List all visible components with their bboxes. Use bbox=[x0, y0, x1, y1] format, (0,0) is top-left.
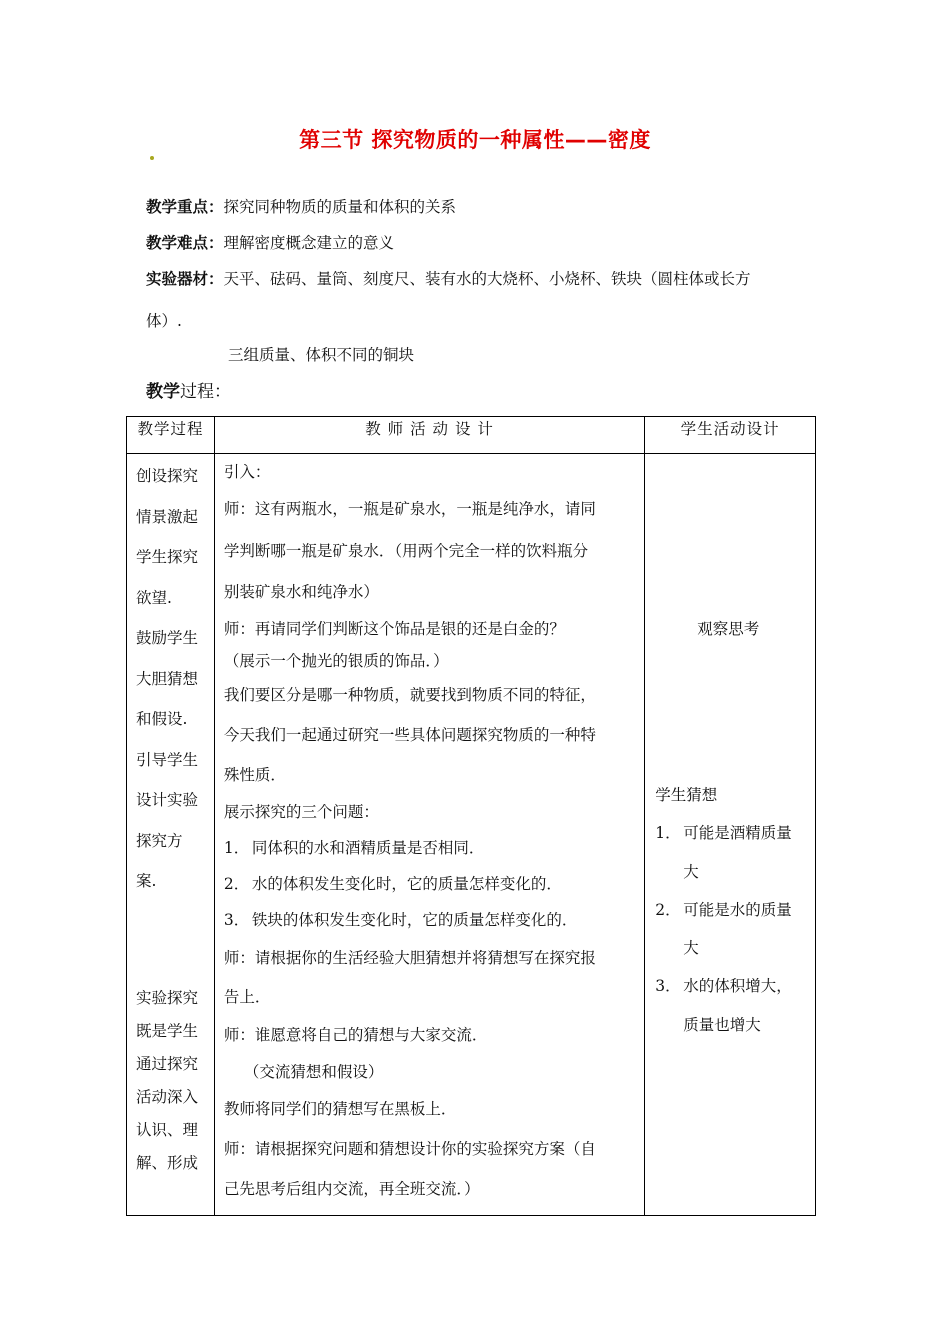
equipment-label: 实验器材： bbox=[146, 270, 224, 288]
teacher-text: 我们要区分是哪一种物质，就要找到物质不同的特征， bbox=[223, 686, 596, 704]
process-text: 和假设. bbox=[136, 710, 188, 728]
process-line bbox=[146, 382, 231, 402]
process-text: 学生探究 bbox=[136, 548, 199, 566]
guess-item-cont: 质量也增大 bbox=[683, 1015, 761, 1034]
stray-dot bbox=[150, 156, 154, 160]
process-text: 实验探究 bbox=[136, 988, 199, 1007]
teacher-text: 殊性质． bbox=[223, 766, 286, 785]
process-text: 引导学生 bbox=[136, 750, 199, 769]
teacher-text: 引入： bbox=[223, 463, 271, 481]
teacher-text: 教师将同学们的猜想写在黑板上． bbox=[223, 1099, 457, 1118]
process-text: 探究方 bbox=[136, 831, 183, 850]
difficulty-text: 理解密度概念建立的意义 bbox=[223, 234, 395, 252]
question-item: 2． 水的体积发生变化时，它的质量怎样变化的． bbox=[223, 874, 562, 893]
process-text: 案. bbox=[136, 872, 157, 890]
process-text: 通过探究 bbox=[136, 1054, 199, 1073]
teacher-text: 学判断哪一瓶是矿泉水．（用两个完全一样的饮料瓶分 bbox=[223, 542, 589, 560]
guess-item-cont: 大 bbox=[683, 862, 699, 881]
teacher-text: （展示一个抛光的银质的饰品．） bbox=[223, 652, 449, 670]
student-text: 观察思考 bbox=[697, 620, 760, 638]
header-process: 教学过程 bbox=[127, 417, 215, 454]
header-teacher: 教 师 活 动 设 计 bbox=[214, 417, 644, 454]
question-item: 3． 铁块的体积发生变化时，它的质量怎样变化的． bbox=[223, 910, 578, 929]
equipment-line bbox=[146, 269, 751, 289]
equipment-extra: 三组质量、体积不同的铜块 bbox=[228, 346, 415, 364]
teacher-text: 展示探究的三个问题： bbox=[223, 802, 379, 821]
lesson-plan-table bbox=[126, 416, 816, 1216]
teacher-text: （交流猜想和假设） bbox=[243, 1062, 384, 1081]
process-text: 设计实验 bbox=[136, 791, 199, 809]
teacher-text: 己先思考后组内交流，再全班交流．） bbox=[223, 1179, 480, 1198]
focus-text: 探究同种物质的质量和体积的关系 bbox=[223, 198, 457, 216]
process-text: 活动深入 bbox=[136, 1087, 199, 1106]
process-cell bbox=[127, 454, 215, 1216]
difficulty-label: 教学难点： bbox=[146, 234, 224, 252]
student-text: 学生猜想 bbox=[655, 786, 718, 804]
guess-item: 1． 可能是酒精质量 bbox=[655, 824, 792, 843]
header-student: 学生活动设计 bbox=[645, 417, 816, 454]
question-item: 1． 同体积的水和酒精质量是否相同． bbox=[223, 838, 485, 857]
teacher-text: 师：请根据你的生活经验大胆猜想并将猜想写在探究报 bbox=[223, 948, 596, 967]
process-text: 既是学生 bbox=[136, 1021, 199, 1040]
teacher-text: 今天我们一起通过研究一些具体问题探究物质的一种特 bbox=[223, 726, 596, 745]
teacher-text: 告上． bbox=[223, 987, 271, 1006]
teacher-cell bbox=[214, 454, 644, 1216]
guess-item: 3． 水的体积增大， bbox=[655, 977, 792, 996]
process-text: 大胆猜想 bbox=[136, 669, 199, 688]
process-label-rest: 过程： bbox=[180, 382, 231, 402]
teacher-text: 别装矿泉水和纯净水） bbox=[223, 583, 379, 601]
process-text: 解、形成 bbox=[136, 1153, 199, 1172]
process-text: 创设探究 bbox=[136, 467, 199, 485]
table-header-row bbox=[127, 417, 816, 454]
process-text: 欲望. bbox=[136, 588, 172, 607]
difficulty-line bbox=[146, 233, 394, 253]
teacher-text: 师：请根据探究问题和猜想设计你的实验探究方案（自 bbox=[223, 1139, 596, 1158]
table-row bbox=[127, 454, 816, 1216]
page-title: 第三节 探究物质的一种属性——密度 bbox=[299, 128, 651, 152]
teacher-text: 师：再请同学们判断这个饰品是银的还是白金的？ bbox=[223, 620, 565, 638]
process-label: 教学 bbox=[146, 382, 180, 402]
equipment-text: 天平、砝码、量筒、刻度尺、装有水的大烧杯、小烧杯、铁块（圆柱体或长方 bbox=[223, 270, 751, 288]
teacher-text: 师：谁愿意将自己的猜想与大家交流． bbox=[223, 1025, 488, 1044]
process-text: 认识、理 bbox=[136, 1120, 199, 1139]
equipment-line-2: 体）. bbox=[146, 312, 182, 330]
student-cell bbox=[645, 454, 816, 1216]
guess-item-cont: 大 bbox=[683, 939, 699, 958]
teacher-text: 师：这有两瓶水，一瓶是矿泉水，一瓶是纯净水，请同 bbox=[223, 500, 596, 518]
process-text: 情景激起 bbox=[136, 507, 199, 526]
focus-line bbox=[146, 197, 456, 217]
guess-item: 2． 可能是水的质量 bbox=[655, 900, 792, 919]
process-text: 鼓励学生 bbox=[136, 629, 199, 647]
focus-label: 教学重点： bbox=[146, 198, 224, 216]
